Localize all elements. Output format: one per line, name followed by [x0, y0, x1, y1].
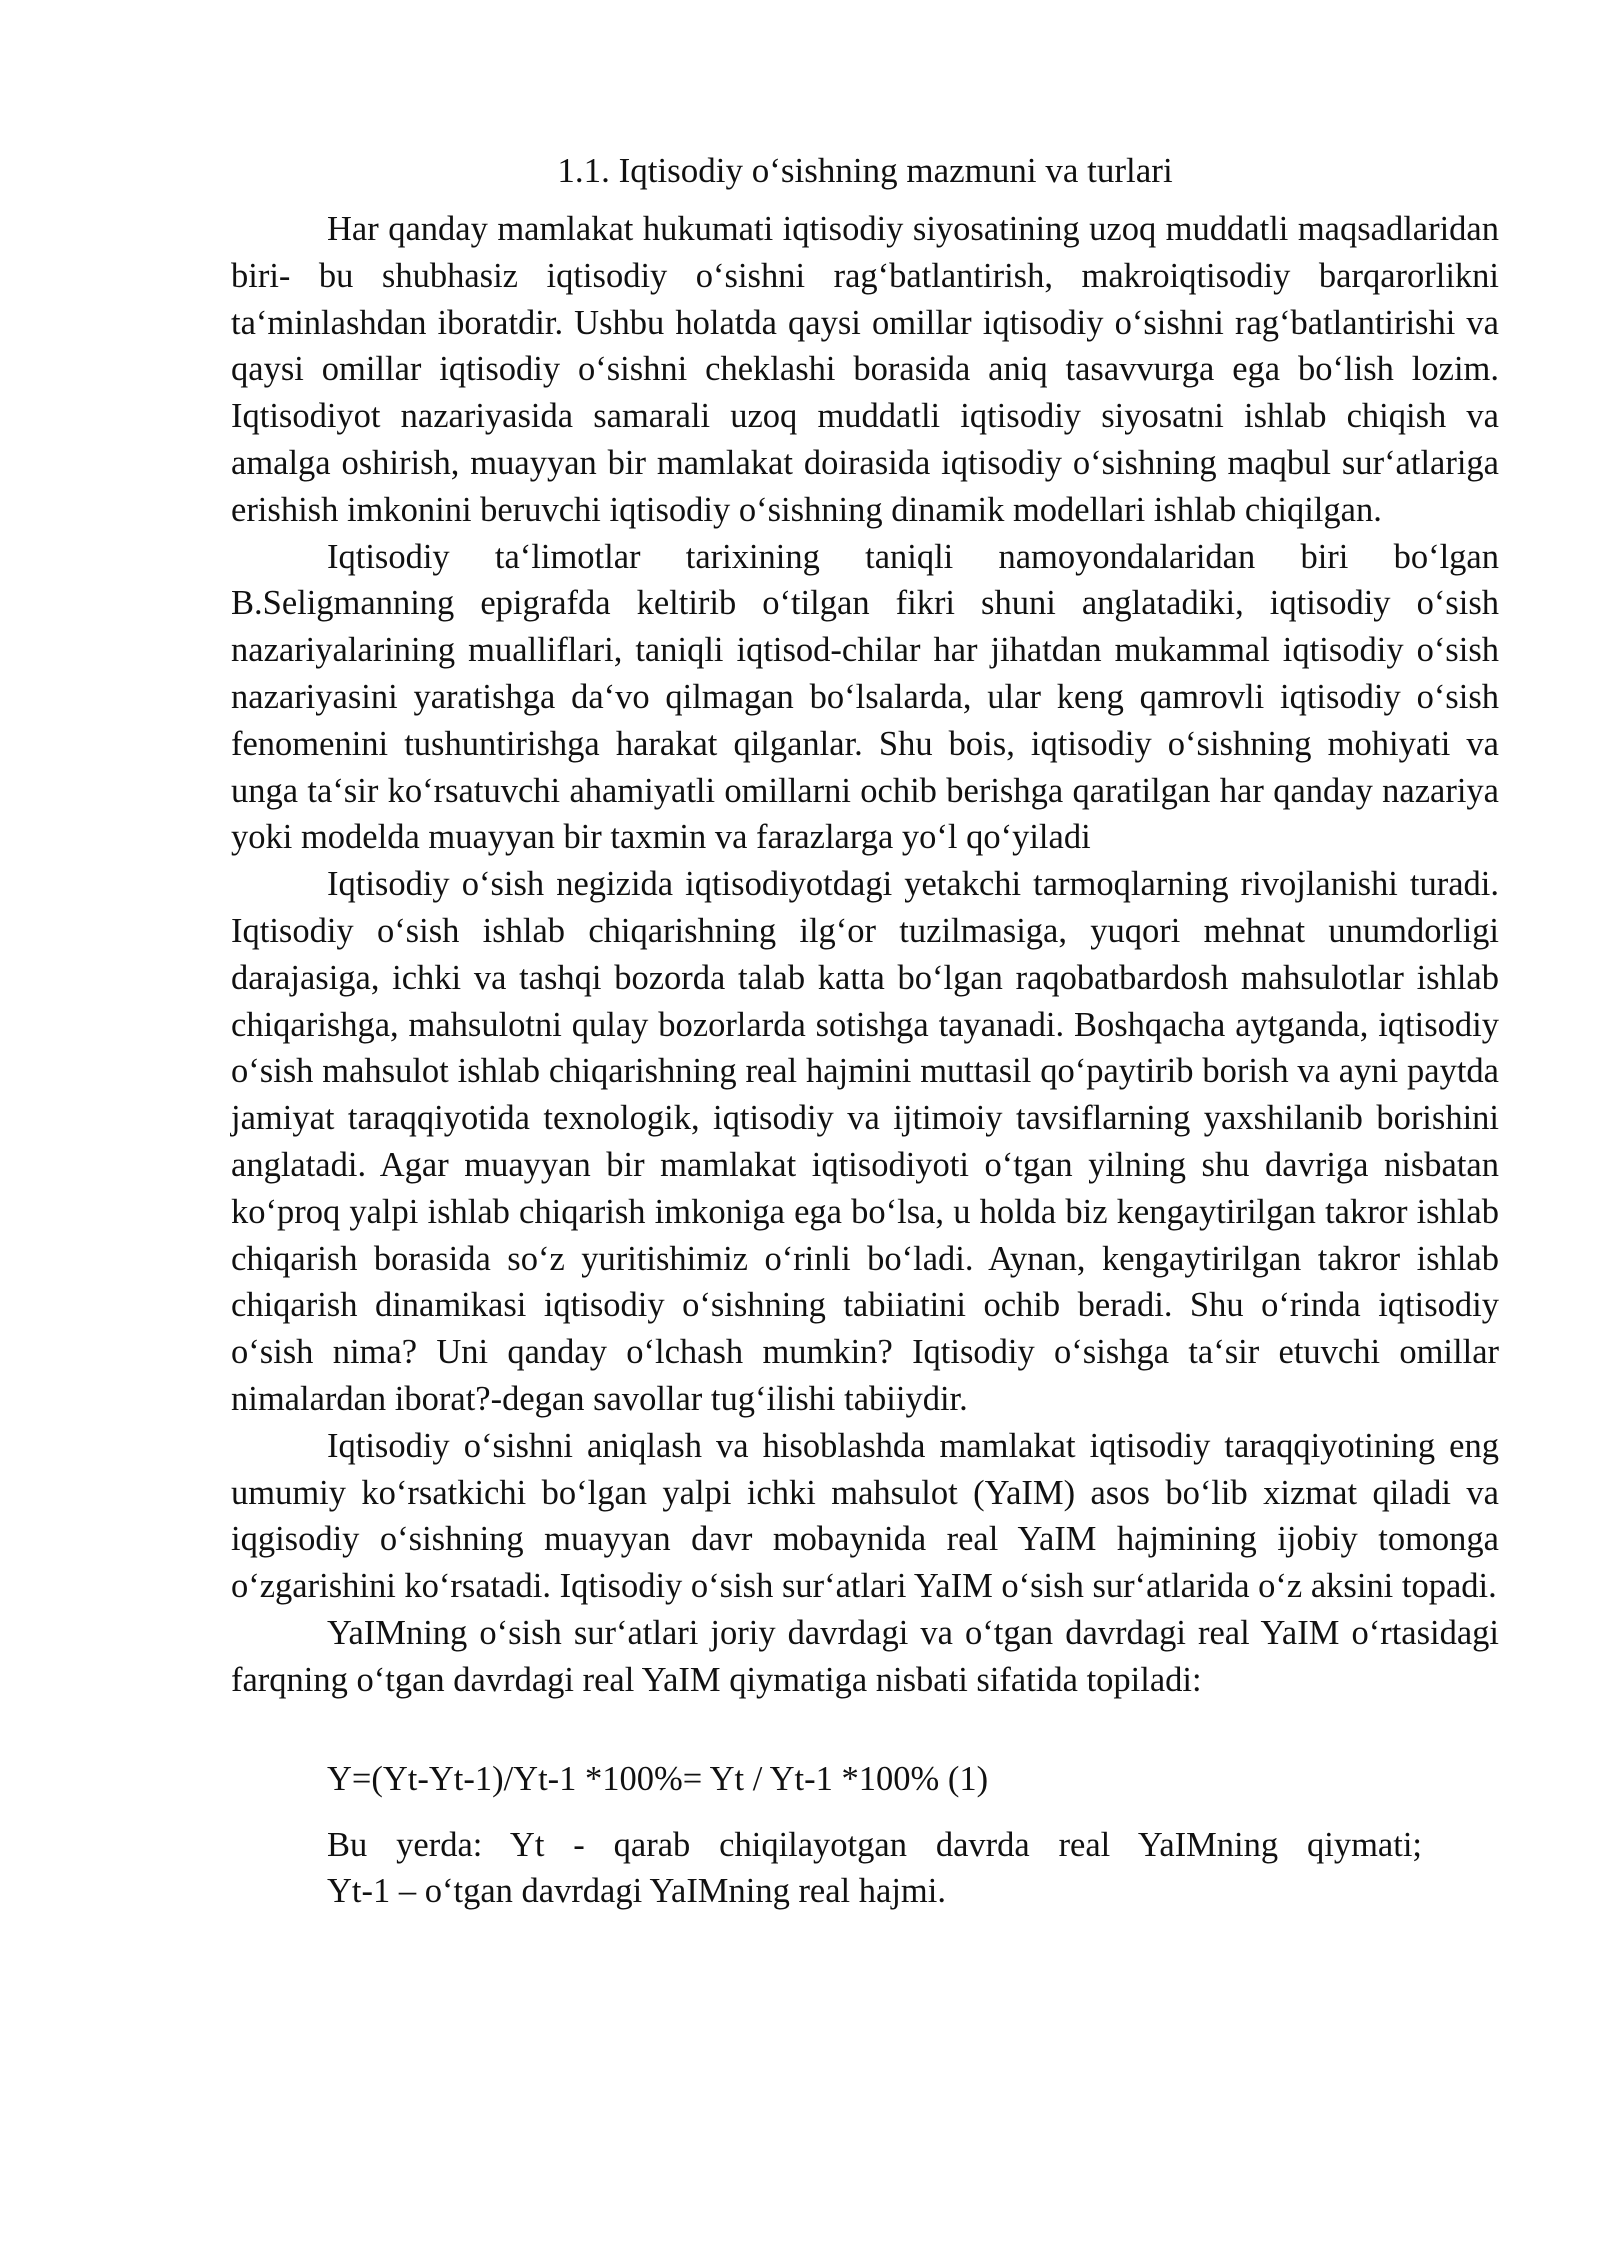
- growth-formula: Y=(Yt-Yt-1)/Yt-1 *100%= Yt / Yt-1 *100% (1): [327, 1759, 989, 1798]
- paragraph-intro: Har qanday mamlakat hukumati iqtisodiy siyosatining uzoq muddatli maqsadlaridan biri- bu shubhasiz iqtisodiy o‘sishni rag‘batlantirish, makroiqtisodiy barqarorlikni ta‘minlashdan iboratdir. Ushbu holatda qaysi omillar iqtisodiy o‘sishni rag‘batlantirishi va qaysi omillar iqtisodiy o‘sishni cheklashi borasida aniq tasavvurga ega bo‘lish lozim. Iqtisodiyot nazariyasida samarali uzoq muddatli iqtisodiy siyosatni ishlab chiqish va amalga oshirish, muayyan bir mamlakat doirasida iqtisodiy o‘sishning maqbul sur‘atlariga erishish imkonini beruvchi iqtisodiy o‘sishning dinamik modellari ishlab chiqilgan.: [231, 210, 1499, 529]
- section-title: 1.1. Iqtisodiy o‘sishning mazmuni va turlari: [557, 151, 1173, 190]
- paragraph-growth-basis: Iqtisodiy o‘sish negizida iqtisodiyotdagi yetakchi tarmoqlarning rivojlanishi turadi. Iqtisodiy o‘sish ishlab chiqarishning ilg‘or tuzilmasiga, yuqori mehnat unumdorligi darajasiga, ichki va tashqi bozorda talab katta bo‘lgan raqobatbardosh mahsulotlar ishlab chiqarishga, mahsulotni qulay bozorlarda sotishga tayanadi. Boshqacha aytganda, iqtisodiy o‘sish mahsulot ishlab chiqarishning real hajmini muttasil qo‘paytirib borish va ayni paytda jamiyat taraqqiyotida texnologik, iqtisodiy va ijtimoiy tavsiflarning yaxshilanib borishini anglatadi. Agar muayyan bir mamlakat iqtisodiyoti o‘tgan yilning shu davriga nisbatan ko‘proq yalpi ishlab chiqarish imkoniga ega bo‘lsa, u holda biz kengaytirilgan takror ishlab chiqarish borasida so‘z yuritishimiz o‘rinli bo‘ladi. Aynan, kengaytirilgan takror ishlab chiqarish dinamikasi iqtisodiy o‘sishning tabiiatini ochib beradi. Shu o‘rinda iqtisodiy o‘sish nima? Uni qanday o‘lchash mumkin? Iqtisodiy o‘sishga ta‘sir etuvchi omillar nimalardan iborat?-degan savollar tug‘ilishi tabiiydir.: [231, 865, 1499, 1418]
- paragraph-growth-rate: YaIMning o‘sish sur‘atlari joriy davrdagi va o‘tgan davrdagi real YaIM o‘rtasidagi farqning o‘tgan davrdagi real YaIM qiymatiga nisbati sifatida topiladi:: [231, 1613, 1499, 1699]
- formula-note-line2: Yt-1 – o‘tgan davrdagi YaIMning real hajmi.: [327, 1872, 946, 1911]
- paragraph-gdp-measure: Iqtisodiy o‘sishni aniqlash va hisoblashda mamlakat iqtisodiy taraqqiyotining eng umumiy ko‘rsatkichi bo‘lgan yalpi ichki mahsulot (YaIM) asos bo‘lib xizmat qiladi va iqgisodiy o‘sishning muayyan davr mobaynida real YaIM hajmining ijobiy tomonga o‘zgarishini ko‘rsatadi. Iqtisodiy o‘sish sur‘atlari YaIM o‘sish sur‘atlarida o‘z aksini topadi.: [231, 1426, 1499, 1606]
- document-page: [231, 148, 1499, 1915]
- paragraph-seligman: Iqtisodiy ta‘limotlar tarixining taniqli namoyondalaridan biri bo‘lgan B.Seligmanning epigrafda keltirib o‘tilgan fikri shuni anglatadiki, iqtisodiy o‘sish nazariyalarining mualliflari, taniqli iqtisod-chilar har jihatdan mukammal iqtisodiy o‘sish nazariyasini yaratishga da‘vo qilmagan bo‘lsalarda, ular keng qamrovli iqtisodiy o‘sish fenomenini tushuntirishga harakat qilganlar. Shu bois, iqtisodiy o‘sishning mohiyati va unga ta‘sir ko‘rsatuvchi ahamiyatli omillarni ochib berishga qaratilgan har qanday nazariya yoki modelda muayyan bir taxmin va farazlarga yo‘l qo‘yiladi: [231, 537, 1499, 857]
- formula-note-line1: Bu yerda: Yt - qarab chiqilayotgan davrda real YaIMning qiymati;: [327, 1825, 1422, 1864]
